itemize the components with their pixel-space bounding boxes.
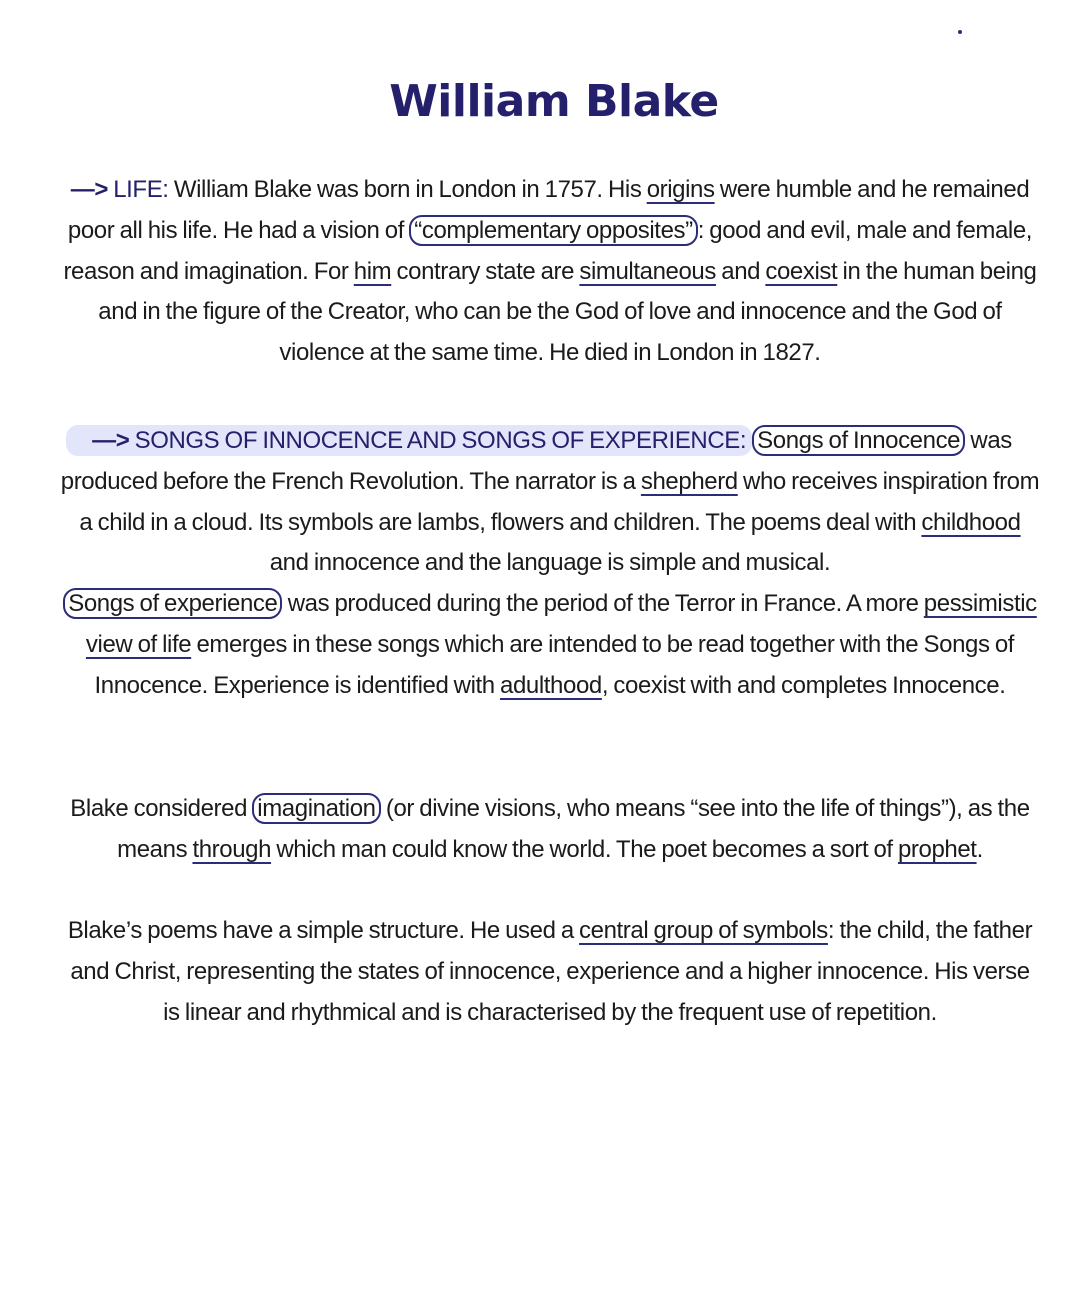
imagination-text-3: which man could know the world. The poet becomes a sort of bbox=[271, 835, 898, 863]
underlined-childhood: childhood bbox=[921, 508, 1021, 536]
circled-complementary-opposites: “complementary opposites” bbox=[409, 215, 697, 246]
imagination-text-4: . bbox=[976, 835, 983, 863]
underlined-prophet: prophet bbox=[897, 835, 977, 863]
poems-text-2: : the child, the father and Christ, representing the states of innocence, experience and a higher innocence. His verse is linear and rhythmical and is characterised by the frequent use of repetition. bbox=[70, 917, 1033, 1026]
songs-text-4: was produced during the period of the Terror in France. A more bbox=[282, 590, 924, 618]
underlined-him: him bbox=[353, 257, 392, 285]
underlined-shepherd: shepherd bbox=[640, 467, 738, 495]
imagination-text-1: Blake considered bbox=[70, 795, 253, 822]
imagination-text-2: (or divine visions, who means “see into the life of things”), as the means bbox=[117, 795, 1030, 863]
life-text-5: and bbox=[715, 257, 766, 285]
poems-text-1: Blake’s poems have a simple structure. He used a bbox=[67, 917, 580, 944]
life-text-2: were humble and he remained poor all his life. He had a vision of bbox=[67, 176, 1030, 244]
underlined-coexist: coexist bbox=[765, 257, 838, 285]
stray-dot bbox=[958, 30, 962, 34]
songs-section bbox=[60, 421, 1040, 707]
songs-text-5: emerges in these songs which are intended to be read together with the Songs of Innocence. Experience is identified with bbox=[94, 630, 1015, 699]
songs-arrow: —> bbox=[92, 427, 130, 454]
songs-label: SONGS OF INNOCENCE AND SONGS OF EXPERIENCE: bbox=[134, 427, 747, 454]
underlined-pessimistic-view: pessimistic view of life bbox=[85, 590, 1037, 658]
underlined-origins: origins bbox=[646, 176, 715, 203]
life-arrow: —> bbox=[70, 176, 108, 203]
poems-paragraph bbox=[60, 911, 1040, 1033]
songs-text-3: and innocence and the language is simple and musical. bbox=[269, 549, 831, 577]
circled-songs-of-innocence: Songs of Innocence bbox=[752, 425, 965, 456]
imagination-paragraph bbox=[60, 789, 1040, 871]
life-label: LIFE: bbox=[113, 176, 169, 203]
life-text-3: : good and evil, male and female, reason and imagination. For bbox=[63, 216, 1033, 285]
songs-text-1: was produced before the French Revolution. The narrator is a bbox=[60, 427, 1012, 495]
underlined-central-group-of-symbols: central group of symbols bbox=[579, 917, 828, 944]
underlined-through: through bbox=[192, 835, 272, 863]
page-title: William Blake bbox=[389, 76, 719, 127]
circled-songs-of-experience: Songs of experience bbox=[63, 588, 282, 619]
life-section bbox=[60, 170, 1040, 374]
underlined-adulthood: adulthood bbox=[500, 671, 602, 699]
songs-text-6: , coexist with and completes Innocence. bbox=[601, 671, 1006, 699]
life-text-6: in the human being and in the figure of the Creator, who can be the God of love and innocence and the God of violence at the same time. He died in London in 1827. bbox=[98, 257, 1037, 367]
songs-text-2: who receives inspiration from a child in a cloud. Its symbols are lambs, flowers and children. The poems deal with bbox=[79, 467, 1040, 536]
circled-imagination: imagination bbox=[252, 793, 380, 824]
songs-heading-highlight bbox=[66, 425, 752, 456]
underlined-simultaneous: simultaneous bbox=[579, 257, 716, 285]
life-text-1: William Blake was born in London in 1757. His bbox=[168, 176, 647, 203]
life-text-4: contrary state are bbox=[391, 257, 580, 285]
